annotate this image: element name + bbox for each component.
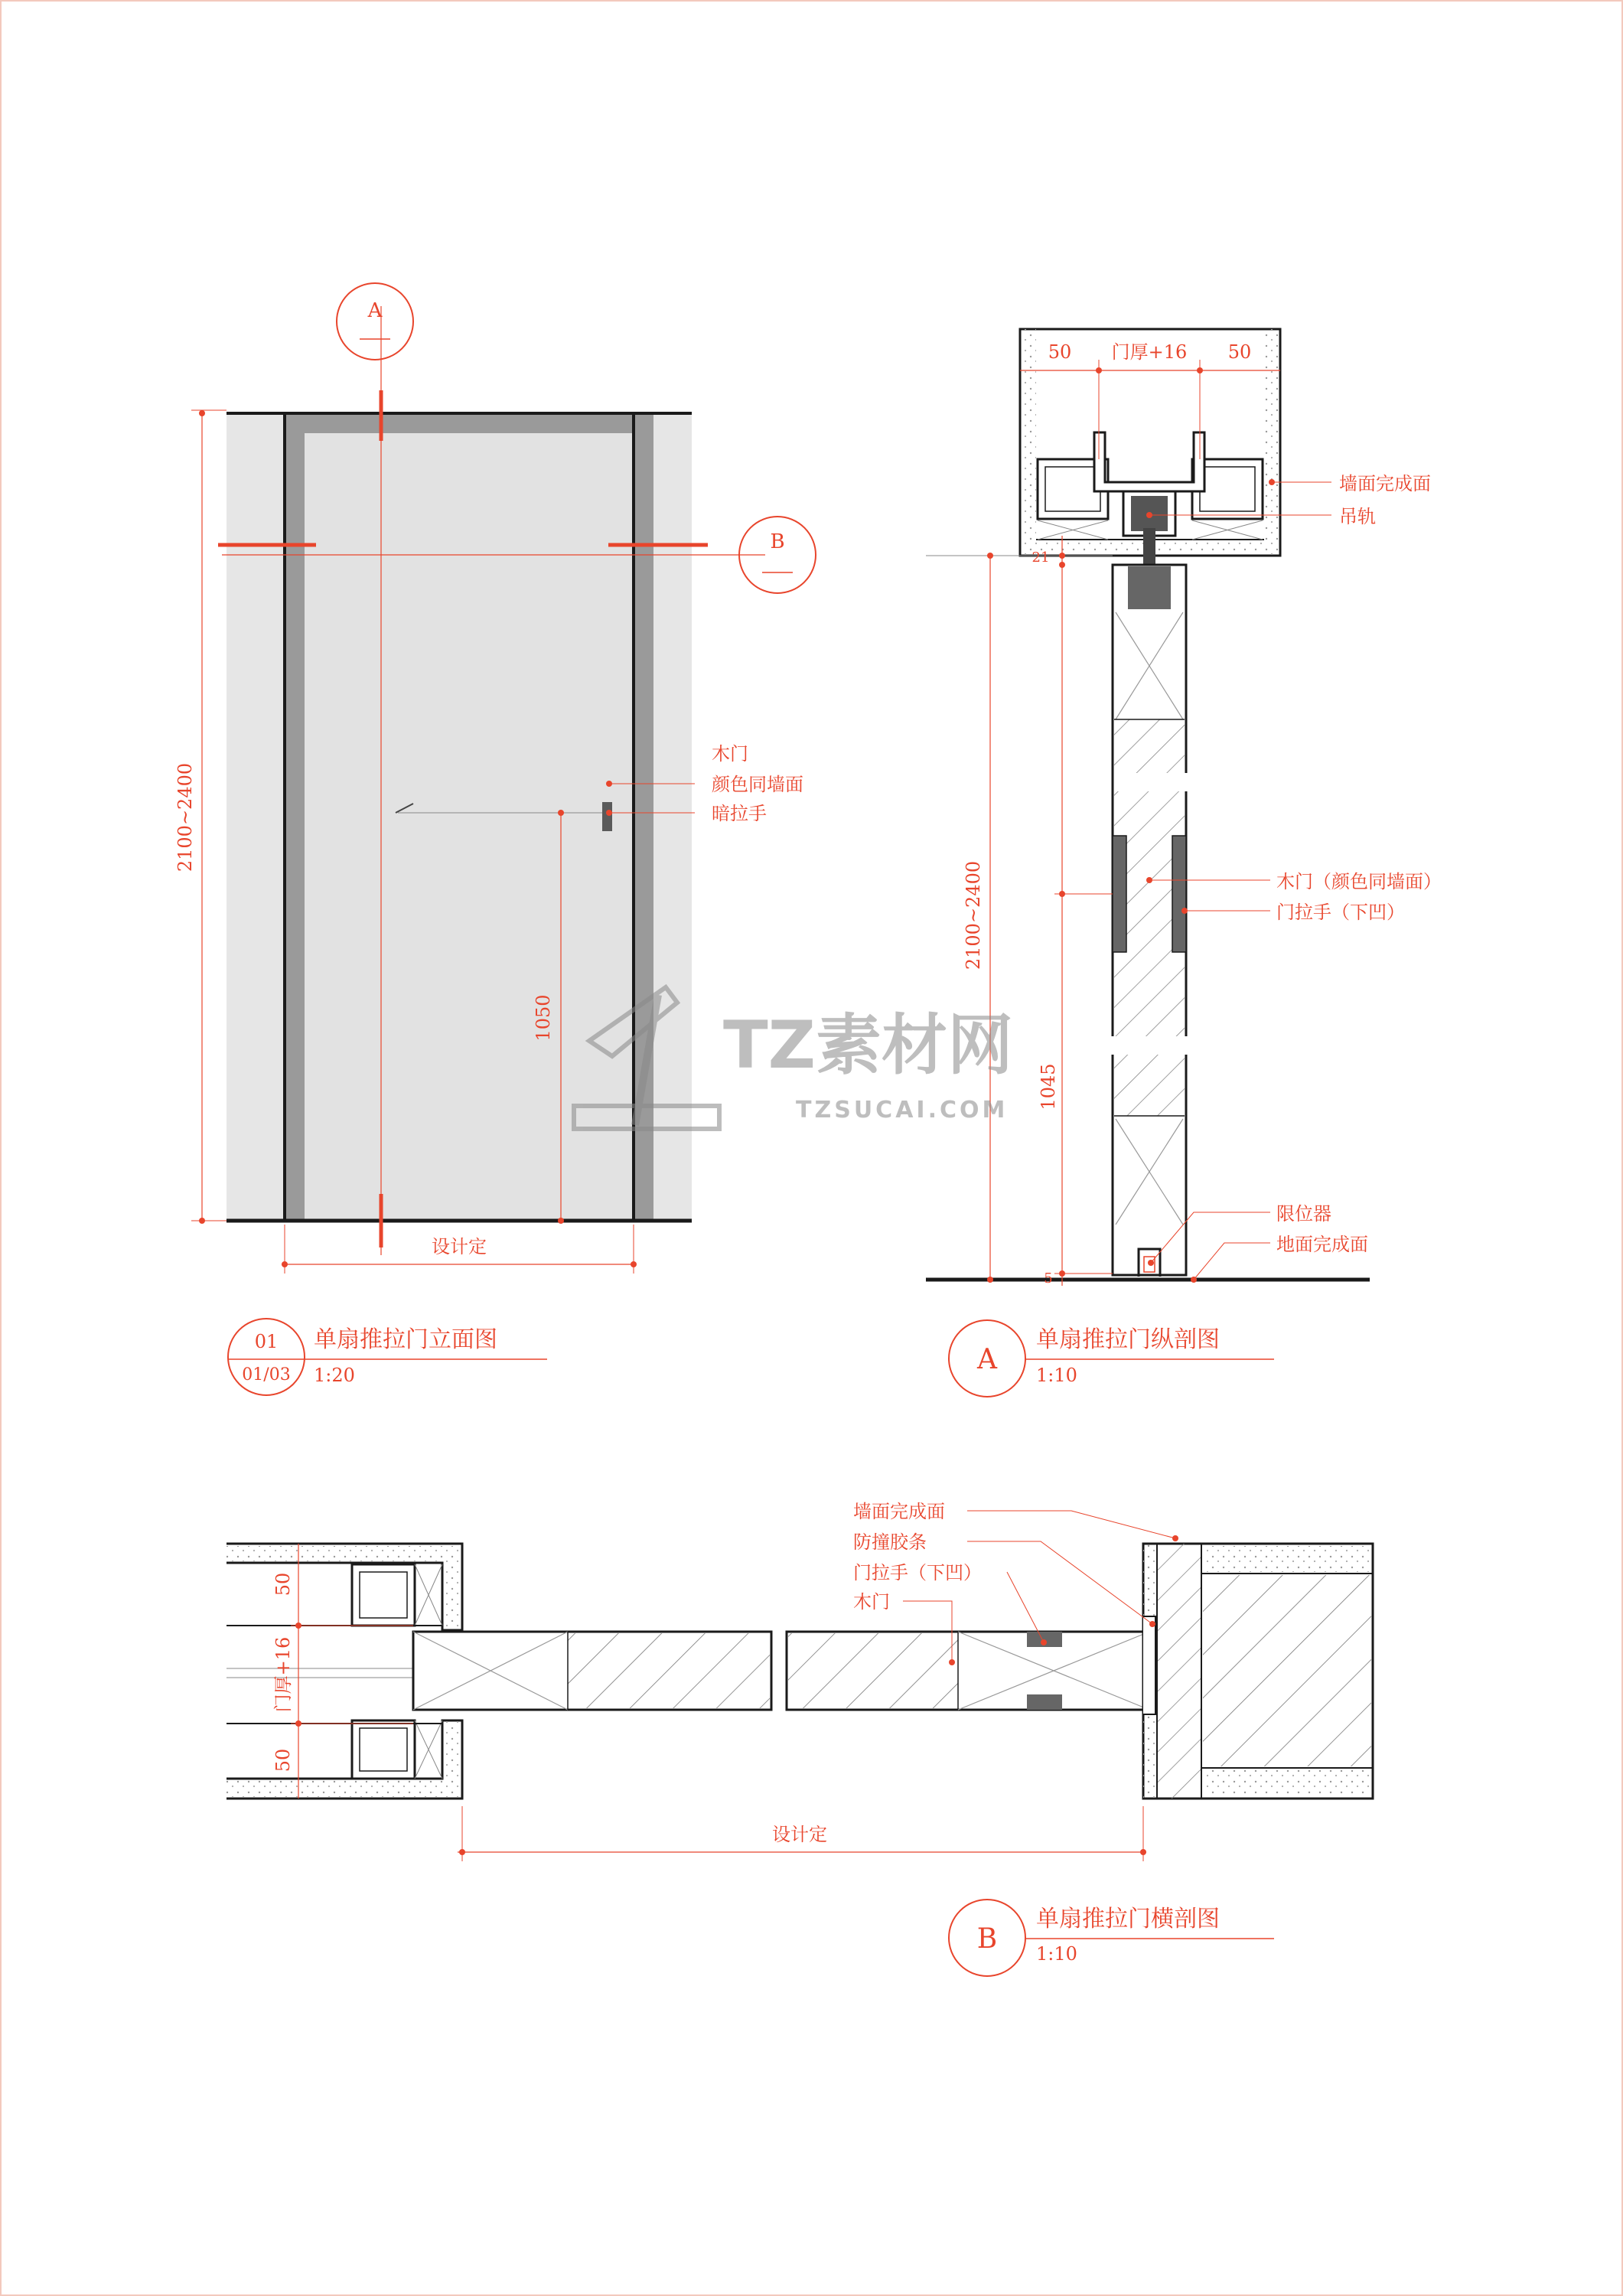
elevation-handle-dim: 1050: [533, 994, 554, 1042]
section-a-small-top: 21: [1031, 550, 1050, 566]
elevation-note-color: 颜色同墙面: [712, 774, 803, 795]
section-marker-a-label: A: [367, 299, 383, 322]
section-a-note-stopper: 限位器: [1276, 1203, 1331, 1225]
section-a-note-rail: 吊轨: [1339, 506, 1376, 527]
section-a-title-name: 单扇推拉门纵剖图: [1036, 1326, 1220, 1353]
watermark-url: TZSUCAI.COM: [796, 1097, 1009, 1124]
section-b-dim-bottom: 50: [272, 1748, 294, 1773]
elevation-note-handle: 暗拉手: [712, 803, 767, 824]
section-a-title: [949, 1320, 1274, 1397]
elevation-title-name: 单扇推拉门立面图: [314, 1326, 497, 1353]
section-a-title-mark: A: [977, 1344, 997, 1375]
section-a-handle-dim: 1045: [1038, 1063, 1059, 1110]
door-leaf: [285, 413, 634, 1221]
section-a-height-dim: 2100~2400: [963, 860, 984, 970]
section-a-view: [926, 329, 1442, 1397]
section-b-width-dim: 设计定: [772, 1824, 827, 1845]
section-marker-b-label: B: [770, 530, 785, 553]
section-a-dim-mid: 门厚+16: [1111, 341, 1188, 363]
elevation-title-scale: 1:20: [314, 1365, 355, 1386]
elevation-title-sheet: 01/03: [242, 1365, 291, 1384]
section-b-note-bumper: 防撞胶条: [853, 1531, 927, 1553]
section-b-note-handle: 门拉手（下凹）: [853, 1562, 982, 1583]
watermark-brand: TZ素材网: [723, 1007, 1014, 1084]
elevation-width-dim: 设计定: [432, 1236, 487, 1257]
elevation-view: [174, 283, 816, 1395]
elevation-title-number: 01: [254, 1331, 279, 1352]
section-b-title-name: 单扇推拉门横剖图: [1036, 1906, 1220, 1932]
section-b-view: [227, 1501, 1373, 1976]
section-b-dim-mid: 门厚+16: [272, 1636, 294, 1713]
section-b-dim-top: 50: [272, 1572, 294, 1596]
section-a-dim-left: 50: [1048, 341, 1072, 363]
section-a-note-door: 木门（颜色同墙面）: [1276, 871, 1442, 892]
section-b-title-scale: 1:10: [1036, 1943, 1077, 1965]
section-b-note-door: 木门: [853, 1591, 890, 1613]
section-a-note-handle: 门拉手（下凹）: [1276, 902, 1405, 923]
section-b-handle-bottom: [1027, 1694, 1062, 1710]
section-a-note-floor: 地面完成面: [1276, 1234, 1368, 1255]
section-marker-a: [337, 283, 413, 360]
section-a-note-wall: 墙面完成面: [1339, 473, 1431, 494]
section-a-handle-left: [1113, 836, 1126, 952]
elevation-title: [228, 1319, 547, 1395]
section-b-title-mark: B: [976, 1923, 998, 1955]
section-a-handle-right: [1172, 836, 1186, 952]
elevation-note-door: 木门: [712, 743, 748, 765]
section-b-title: [949, 1900, 1274, 1976]
section-a-dim-right: 50: [1227, 341, 1252, 363]
recessed-handle: [602, 802, 612, 831]
section-b-note-wall: 墙面完成面: [853, 1501, 945, 1522]
section-a-small-bottom: 5: [1044, 1270, 1053, 1287]
elevation-height-dim: 2100~2400: [174, 762, 196, 872]
section-a-title-scale: 1:10: [1036, 1365, 1077, 1386]
